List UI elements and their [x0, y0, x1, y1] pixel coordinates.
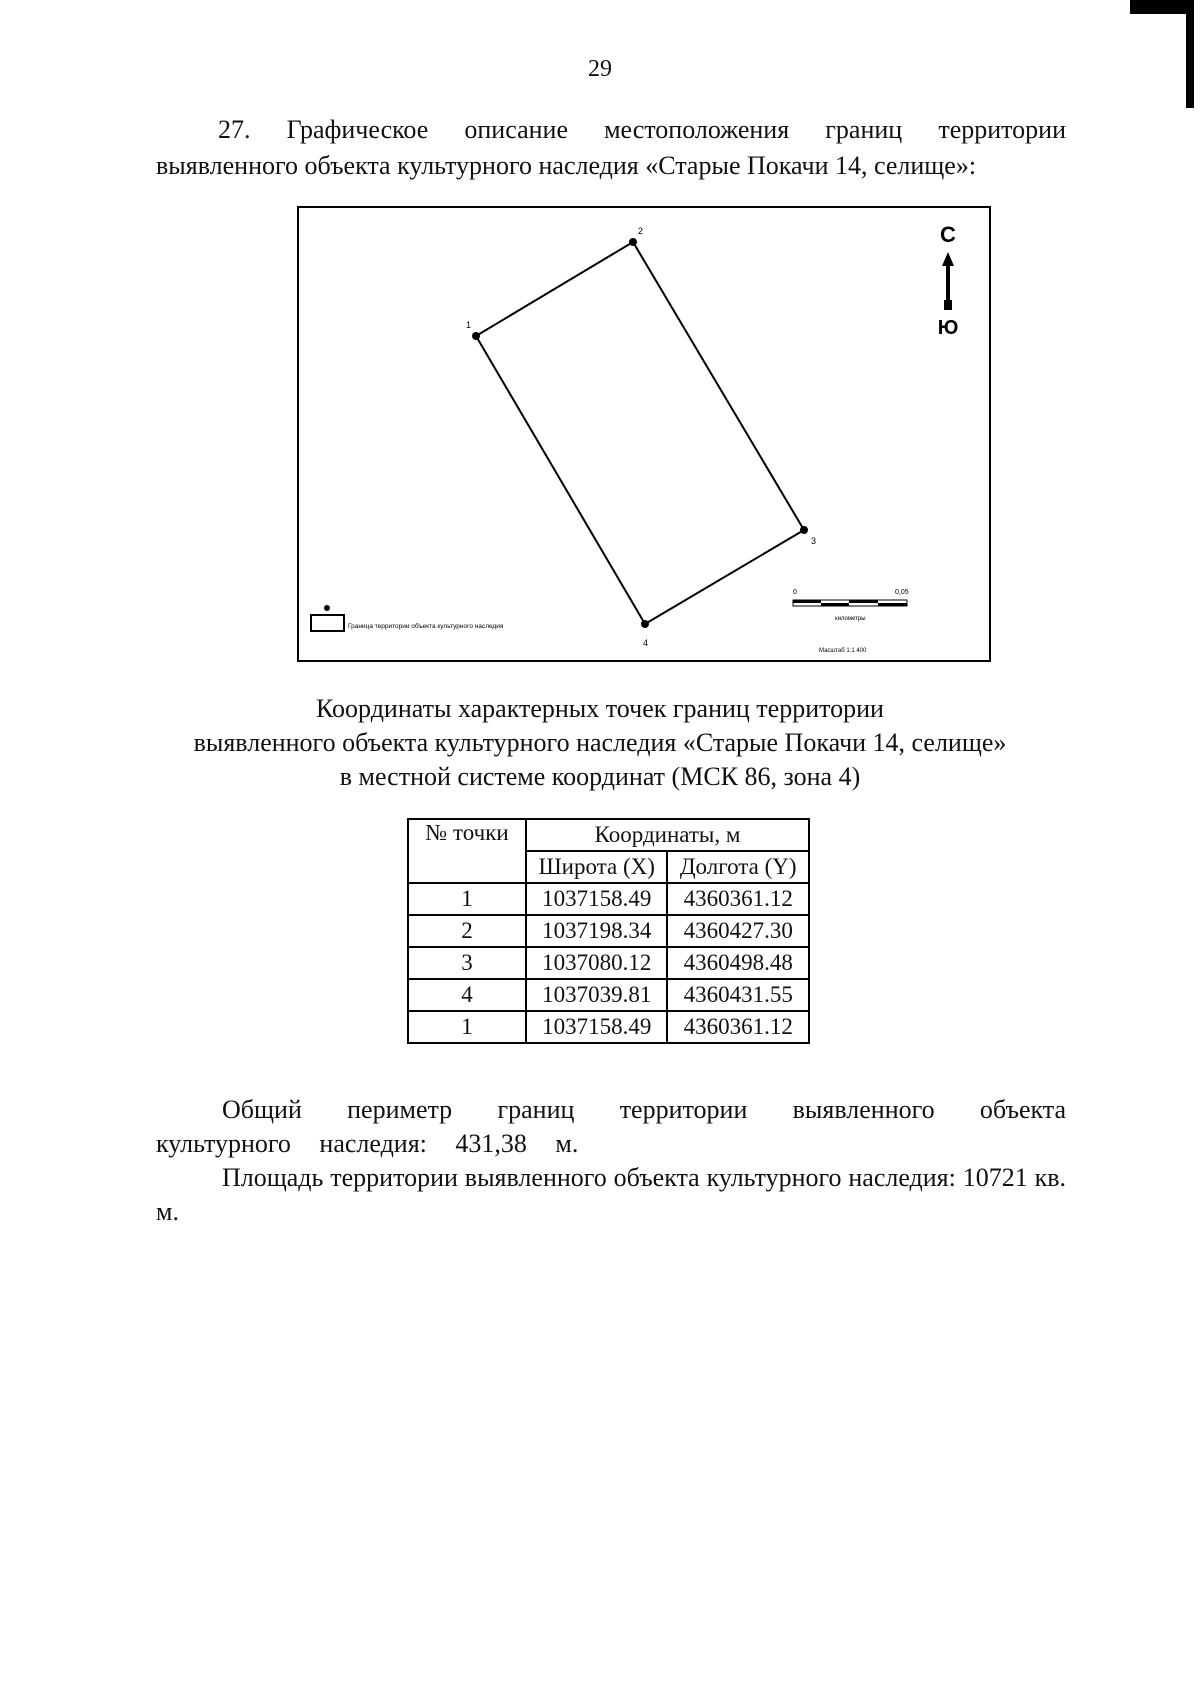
- scan-edge-mark: [1186, 0, 1194, 108]
- scale-bar-segment-a: [793, 600, 821, 603]
- north-label: С: [940, 222, 956, 247]
- table-row: [408, 979, 809, 1011]
- cell-y: 4360498.48: [667, 947, 809, 979]
- cell-point: 4: [408, 979, 526, 1011]
- scan-edge-mark-top: [1130, 0, 1194, 14]
- cell-y: 4360361.12: [667, 1011, 809, 1043]
- scale-ratio-label: Масштаб 1:1 400: [819, 648, 867, 654]
- boundary-point-3: [800, 526, 808, 534]
- caption-line-2: выявленного объекта культурного наследия «Старые Покачи 14, селище»: [193, 728, 1007, 757]
- column-header-y: Долгота (Y): [667, 851, 809, 883]
- legend-text: Граница территории объекта культурного наследия: [348, 623, 504, 630]
- table-row: [408, 883, 809, 915]
- scale-bar-segment-c: [849, 600, 878, 603]
- perimeter-paragraph: Общий периметр границ территории выявленного объекта культурного наследия: 431,38 м.: [156, 1095, 1066, 1158]
- cell-y: 4360427.30: [667, 915, 809, 947]
- north-arrow-head: [942, 252, 954, 266]
- column-header-x: Широта (X): [526, 851, 667, 883]
- cell-point: 2: [408, 915, 526, 947]
- point-label-2: 2: [638, 226, 644, 236]
- cell-x: 1037039.81: [526, 979, 667, 1011]
- north-arrow-tail: [944, 300, 952, 310]
- map-legend: [311, 605, 504, 631]
- scale-bar-segment-b: [821, 603, 849, 606]
- south-label: Ю: [937, 317, 959, 339]
- table-row: [408, 1011, 809, 1043]
- table-row: [408, 915, 809, 947]
- point-label-3: 3: [811, 536, 817, 546]
- cell-y: 4360431.55: [667, 979, 809, 1011]
- boundary-polygon: [476, 242, 804, 624]
- north-arrow: [938, 222, 959, 339]
- cell-x: 1037158.49: [526, 883, 667, 915]
- scale-end-label: 0,05: [895, 589, 909, 596]
- legend-symbol: [311, 615, 344, 631]
- boundary-point-1: [472, 332, 480, 340]
- cell-x: 1037198.34: [526, 915, 667, 947]
- boundary-map: [297, 206, 991, 662]
- table-header-row: [408, 819, 809, 851]
- caption-line-1: Координаты характерных точек границ территории: [316, 694, 884, 723]
- coordinates-table: [407, 818, 810, 1044]
- cell-point: 3: [408, 947, 526, 979]
- page-number: 29: [588, 56, 612, 82]
- cell-y: 4360361.12: [667, 883, 809, 915]
- boundary-point-2: [629, 238, 637, 246]
- column-header-point: № точки: [408, 819, 526, 883]
- point-label-1: 1: [466, 320, 472, 330]
- section-heading: 27. Графическое описание местоположения границ территории выявленного объекта культурного наследия «Старые Покачи 14, селище»:: [156, 115, 1066, 180]
- cell-point: 1: [408, 883, 526, 915]
- area-paragraph: Площадь территории выявленного объекта культурного наследия: 10721 кв. м.: [156, 1163, 1066, 1226]
- boundary-point-4: [641, 620, 649, 628]
- point-label-4: 4: [643, 638, 649, 648]
- cell-x: 1037080.12: [526, 947, 667, 979]
- scale-start-label: 0: [793, 589, 797, 596]
- north-arrow-shaft: [946, 264, 950, 306]
- coordinates-caption: [100, 692, 1100, 794]
- cell-point: 1: [408, 1011, 526, 1043]
- column-header-coordinates: Координаты, м: [526, 819, 809, 851]
- scale-bar-segment-d: [878, 603, 907, 606]
- legend-point-symbol: [324, 605, 330, 611]
- map-canvas: [299, 208, 989, 660]
- scale-bar: [793, 589, 909, 654]
- cell-x: 1037158.49: [526, 1011, 667, 1043]
- scale-units-label: километры: [835, 616, 866, 622]
- caption-line-3: в местной системе координат (МСК 86, зона 4): [339, 762, 861, 791]
- table-row: [408, 947, 809, 979]
